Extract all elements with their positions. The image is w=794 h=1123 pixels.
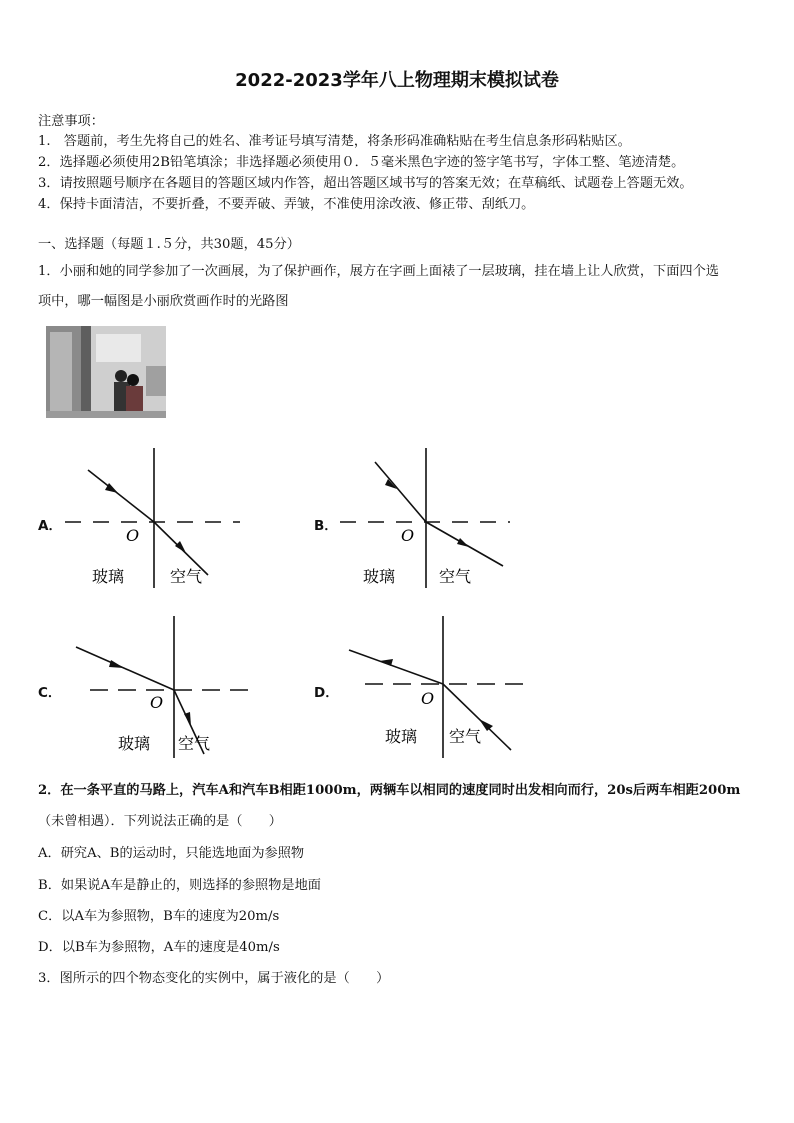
glass-label: 玻璃 (363, 567, 396, 586)
q1-diagram-a (60, 440, 260, 590)
air-label: 空气 (178, 734, 211, 753)
q1-diagram-c (70, 612, 270, 762)
glass-label: 玻璃 (92, 567, 125, 586)
page-title: 2022-2023学年八上物理期末模拟试卷 (235, 70, 559, 91)
notice-item-2: 2．选择题必须使用2B铅笔填涂；非选择题必须使用０．５毫米黑色字迹的签字笔书写，字体工整、笔迹清楚。 (38, 155, 685, 170)
q2-option-b: B．如果说A车是静止的，则选择的参照物是地面 (38, 878, 321, 893)
q1-option-d-label: D． (314, 685, 339, 701)
q2-option-d: D．以B车为参照物，A车的速度是40m/s (38, 940, 280, 955)
q2-option-c: C．以A车为参照物，B车的速度为20m/s (38, 909, 280, 924)
air-label: 空气 (170, 567, 203, 586)
q3-text-line1: 3．图所示的四个物态变化的实例中，属于液化的是（ ） (38, 971, 390, 986)
point-o-label: O (401, 526, 415, 545)
notice-item-4: 4．保持卡面清洁，不要折叠，不要弄破、弄皱，不准使用涂改液、修正带、刮纸刀。 (38, 197, 535, 212)
point-o-label: O (421, 689, 435, 708)
glass-label: 玻璃 (118, 734, 151, 753)
q2-option-a: A．研究A、B的运动时，只能选地面为参照物 (38, 846, 305, 861)
q1-text-line1: 1．小丽和她的同学参加了一次画展，为了保护画作，展方在字画上面裱了一层玻璃，挂在墙上让人欣赏，下面四个选 (38, 264, 719, 279)
air-label: 空气 (449, 727, 482, 746)
q1-option-b-label: B． (314, 518, 338, 534)
point-o-label: O (126, 526, 140, 545)
q2-text-line2: （未曾相遇）．下列说法正确的是（ ） (38, 814, 282, 829)
notice-item-1: 1. 答题前，考生先将自己的姓名、准考证号填写清楚，将条形码准确粘贴在考生信息条形码粘贴区。 (38, 134, 631, 149)
air-label: 空气 (439, 567, 472, 586)
notice-item-3: 3．请按照题号顺序在各题目的答题区域内作答，超出答题区域书写的答案无效；在草稿纸、试题卷上答题无效。 (38, 176, 693, 191)
section-heading: 一、选择题（每题１.５分，共30题，45分） (38, 237, 300, 252)
glass-label: 玻璃 (385, 727, 418, 746)
point-o-label: O (150, 693, 164, 712)
q1-diagram-d (345, 612, 545, 762)
gallery-photo (46, 326, 166, 418)
q1-diagram-b (335, 440, 535, 590)
q2-text-line1: 2．在一条平直的马路上，汽车A和汽车B相距1000m，两辆车以相同的速度同时出发相向而行，20s后两车相距200m (38, 783, 741, 798)
notice-heading: 注意事项： (38, 114, 104, 129)
q1-option-c-label: C． (38, 685, 62, 701)
q1-option-a-label: A． (38, 518, 62, 534)
q1-text-line2: 项中，哪一幅图是小丽欣赏画作时的光路图 (38, 294, 289, 309)
